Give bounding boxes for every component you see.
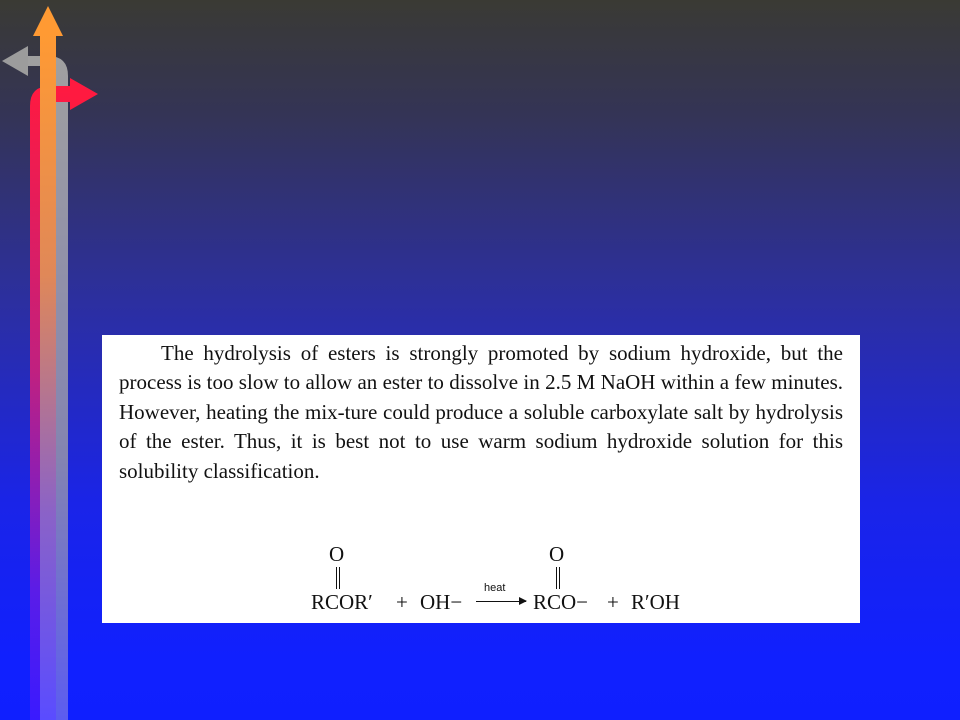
reactant-carbonyl-oxygen: O bbox=[329, 542, 345, 566]
alcohol-product: R′OH bbox=[631, 590, 680, 614]
carboxylate-ion: RCO− bbox=[533, 590, 589, 614]
decorative-arrows bbox=[0, 0, 110, 720]
reactant-ester: RCOR′ bbox=[311, 590, 373, 614]
reactant-double-bond bbox=[336, 567, 340, 589]
reaction-condition: heat bbox=[484, 582, 506, 594]
hydroxide-ion: OH− bbox=[420, 590, 463, 614]
product-carbonyl-oxygen: O bbox=[549, 542, 565, 566]
reaction-equation bbox=[102, 335, 860, 623]
reaction-arrow bbox=[476, 601, 526, 602]
text-panel bbox=[102, 335, 860, 623]
plus-sign: + bbox=[396, 590, 408, 614]
product-double-bond bbox=[556, 567, 560, 589]
plus-sign-2: + bbox=[607, 590, 619, 614]
paragraph: The hydrolysis of esters is strongly promoted by sodium hydroxide, but the process is too slow to allow an ester to dissolve in 2.5 M NaOH within a few minutes. However, heating the mix-ture could produce a soluble carboxylate salt by hydrolysis of the ester. Thus, it is best not to use warm sodium hydroxide solution for this solubility classification. bbox=[119, 341, 843, 483]
